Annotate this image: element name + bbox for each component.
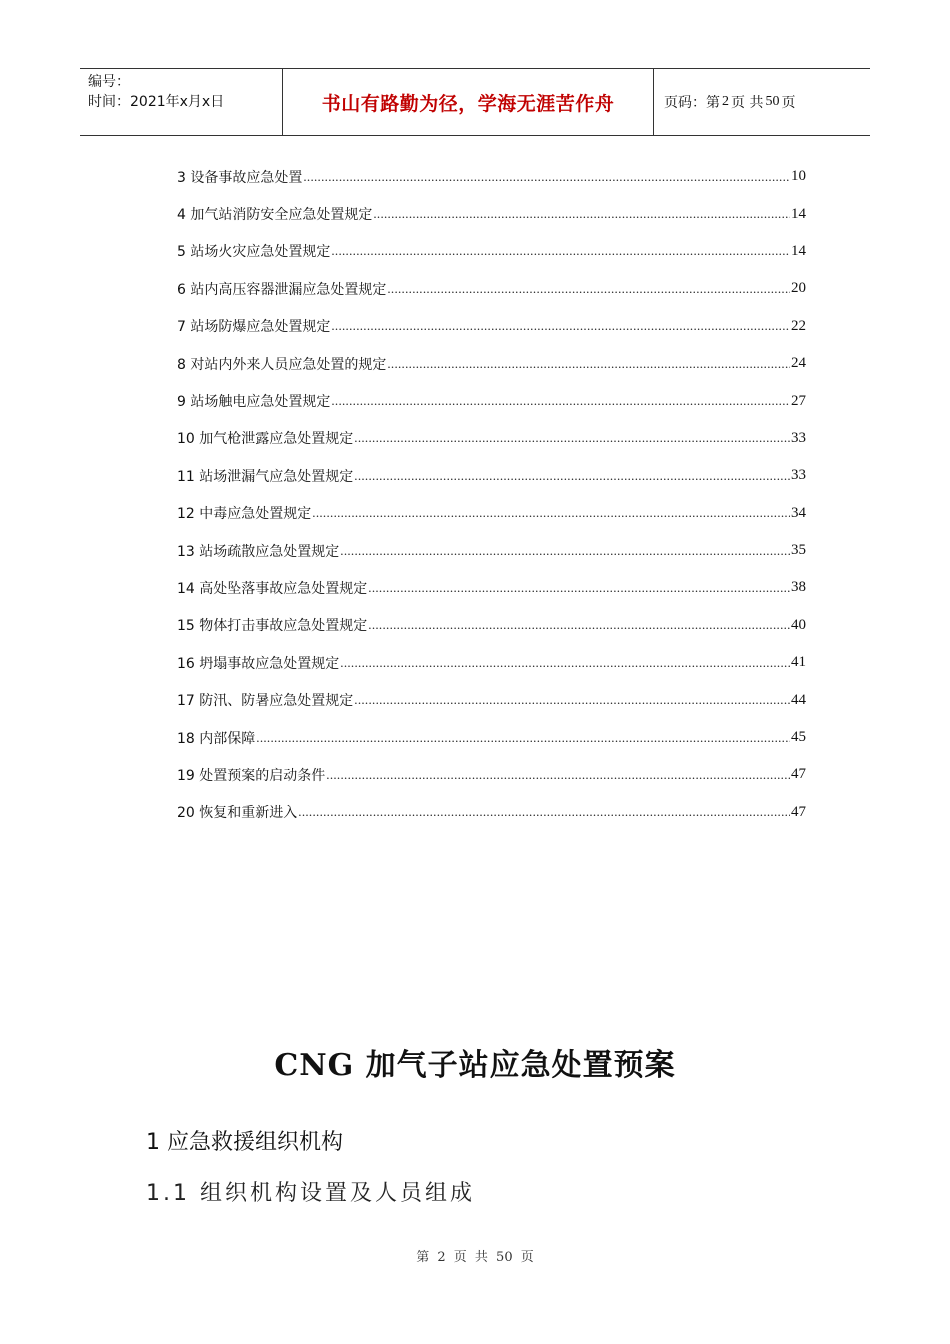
page-suffix: 页 <box>781 95 796 111</box>
toc-entry-page: 47 <box>791 803 806 820</box>
toc-entry-page: 45 <box>791 729 806 746</box>
toc-entry[interactable] <box>177 195 806 232</box>
toc-entry[interactable] <box>177 308 806 345</box>
toc-entry-title: 13 站场疏散应急处置规定 <box>177 543 340 560</box>
toc-dot-leader <box>303 169 790 185</box>
toc-entry-title: 5 站场火灾应急处置规定 <box>177 244 331 261</box>
toc-entry[interactable] <box>177 607 806 644</box>
toc-entry-page: 34 <box>791 504 806 521</box>
toc-entry[interactable] <box>177 420 806 457</box>
toc-entry[interactable] <box>177 495 806 532</box>
section-heading: 1 应急救援组织机构 <box>146 1130 343 1155</box>
toc-dot-leader <box>312 505 790 521</box>
header-page-info <box>654 69 870 135</box>
document-title: CNG 加气子站应急处置预案 <box>274 1048 676 1083</box>
toc-dot-leader <box>354 430 790 446</box>
toc-entry[interactable] <box>177 158 806 195</box>
toc-entry-title: 18 内部保障 <box>177 730 256 747</box>
toc-entry-title: 14 高处坠落事故应急处置规定 <box>177 580 368 597</box>
toc-entry-title: 12 中毒应急处置规定 <box>177 506 312 523</box>
toc-entry[interactable] <box>177 681 806 718</box>
toc-dot-leader <box>298 804 790 820</box>
toc-entry-title: 11 站场泄漏气应急处置规定 <box>177 468 354 485</box>
toc-entry-page: 47 <box>791 766 806 783</box>
date-label: 时间：2021年x月x日 <box>88 94 225 110</box>
toc-entry-page: 33 <box>791 467 806 484</box>
toc-entry[interactable] <box>177 457 806 494</box>
toc-entry[interactable] <box>177 382 806 419</box>
toc-entry-title: 6 站内高压容器泄漏应急处置规定 <box>177 281 387 298</box>
toc-dot-leader <box>368 580 790 596</box>
toc-dot-leader <box>373 206 790 222</box>
page-prefix: 页码：第 <box>664 95 720 111</box>
page-header <box>80 68 870 136</box>
page-total: 50 <box>765 94 780 109</box>
toc-entry[interactable] <box>177 794 806 831</box>
toc-entry-title: 3 设备事故应急处置 <box>177 169 303 186</box>
toc-dot-leader <box>387 281 790 297</box>
toc-entry-title: 17 防汛、防暑应急处置规定 <box>177 693 354 710</box>
toc-entry-title: 8 对站内外来人员应急处置的规定 <box>177 356 387 373</box>
toc-entry-title: 16 坍塌事故应急处置规定 <box>177 655 340 672</box>
toc-entry-page: 27 <box>791 392 806 409</box>
toc-entry[interactable] <box>177 233 806 270</box>
toc-dot-leader <box>331 318 790 334</box>
toc-entry[interactable] <box>177 569 806 606</box>
toc-entry-page: 24 <box>791 355 806 372</box>
toc-entry-page: 38 <box>791 579 806 596</box>
toc-entry[interactable] <box>177 270 806 307</box>
toc-entry-title: 9 站场触电应急处置规定 <box>177 394 331 411</box>
toc-entry-page: 41 <box>791 654 806 671</box>
toc-entry[interactable] <box>177 644 806 681</box>
toc-entry-page: 35 <box>791 542 806 559</box>
toc-dot-leader <box>331 243 790 259</box>
page-current: 2 <box>722 94 729 109</box>
subsection-heading: 1.1 组织机构设置及人员组成 <box>146 1181 475 1206</box>
toc-entry-page: 14 <box>791 205 806 222</box>
toc-entry-title: 20 恢复和重新进入 <box>177 805 298 822</box>
header-info-cell <box>80 69 282 135</box>
toc-entry-page: 20 <box>791 280 806 297</box>
toc-dot-leader <box>326 767 790 783</box>
page-mid: 页 共 <box>731 95 764 111</box>
toc-dot-leader <box>340 655 790 671</box>
toc-dot-leader <box>368 617 790 633</box>
toc-entry-title: 15 物体打击事故应急处置规定 <box>177 618 368 635</box>
table-of-contents <box>177 158 806 831</box>
toc-entry[interactable] <box>177 532 806 569</box>
toc-entry-title: 7 站场防爆应急处置规定 <box>177 319 331 336</box>
header-motto: 书山有路勤为径，学海无涯苦作舟 <box>282 69 654 135</box>
page-footer: 第 2 页 共 50 页 <box>416 1250 534 1265</box>
toc-entry-page: 40 <box>791 616 806 633</box>
toc-entry[interactable] <box>177 345 806 382</box>
toc-dot-leader <box>387 356 790 372</box>
toc-dot-leader <box>340 543 790 559</box>
toc-entry-page: 33 <box>791 429 806 446</box>
toc-entry[interactable] <box>177 756 806 793</box>
toc-entry-title: 19 处置预案的启动条件 <box>177 767 326 784</box>
toc-dot-leader <box>354 468 790 484</box>
toc-entry-title: 10 加气枪泄露应急处置规定 <box>177 431 354 448</box>
toc-entry-page: 10 <box>791 168 806 185</box>
toc-dot-leader <box>354 692 790 708</box>
toc-entry-page: 44 <box>791 691 806 708</box>
toc-entry-page: 14 <box>791 242 806 259</box>
toc-dot-leader <box>256 730 790 746</box>
serial-number-label: 编号： <box>88 74 130 90</box>
toc-entry[interactable] <box>177 719 806 756</box>
toc-entry-page: 22 <box>791 317 806 334</box>
toc-entry-title: 4 加气站消防安全应急处置规定 <box>177 207 373 224</box>
toc-dot-leader <box>331 393 790 409</box>
